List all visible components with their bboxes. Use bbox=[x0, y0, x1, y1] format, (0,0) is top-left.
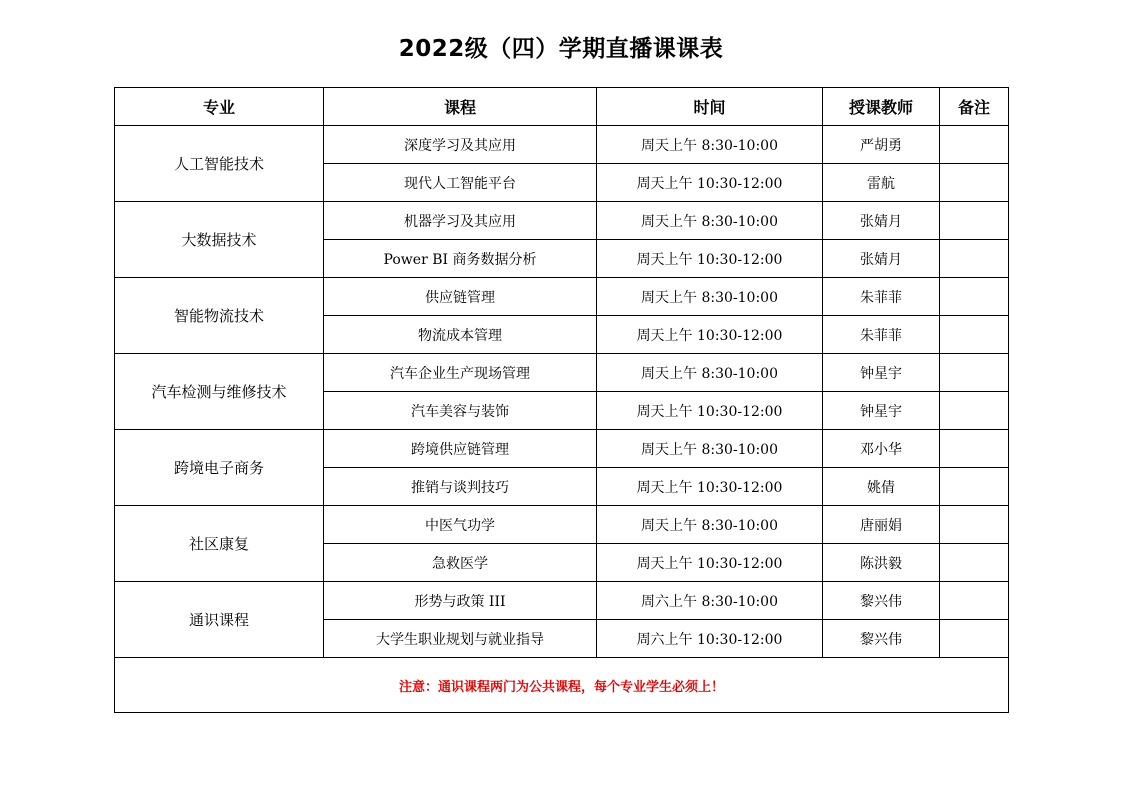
remark-cell bbox=[940, 316, 1009, 354]
course-cell: 机器学习及其应用 bbox=[324, 202, 597, 240]
time-cell: 周天上午 8:30-10:00 bbox=[597, 430, 823, 468]
time-cell: 周六上午 8:30-10:00 bbox=[597, 582, 823, 620]
table-header-row bbox=[115, 88, 1009, 126]
table-row bbox=[115, 354, 1009, 392]
teacher-cell: 唐丽娟 bbox=[823, 506, 940, 544]
remark-cell bbox=[940, 468, 1009, 506]
header-remark: 备注 bbox=[940, 88, 1009, 126]
remark-cell bbox=[940, 164, 1009, 202]
time-cell: 周天上午 10:30-12:00 bbox=[597, 544, 823, 582]
course-cell: 供应链管理 bbox=[324, 278, 597, 316]
time-cell: 周六上午 10:30-12:00 bbox=[597, 620, 823, 658]
remark-cell bbox=[940, 544, 1009, 582]
course-cell: 深度学习及其应用 bbox=[324, 126, 597, 164]
time-cell: 周天上午 8:30-10:00 bbox=[597, 506, 823, 544]
major-cell: 智能物流技术 bbox=[115, 278, 324, 354]
course-cell: 大学生职业规划与就业指导 bbox=[324, 620, 597, 658]
time-cell: 周天上午 10:30-12:00 bbox=[597, 392, 823, 430]
course-cell: 推销与谈判技巧 bbox=[324, 468, 597, 506]
teacher-cell: 黎兴伟 bbox=[823, 582, 940, 620]
remark-cell bbox=[940, 392, 1009, 430]
teacher-cell: 朱菲菲 bbox=[823, 316, 940, 354]
time-cell: 周天上午 10:30-12:00 bbox=[597, 468, 823, 506]
table-row bbox=[115, 582, 1009, 620]
page-title: 2022级（四）学期直播课课表 bbox=[398, 36, 724, 62]
teacher-cell: 严胡勇 bbox=[823, 126, 940, 164]
course-cell: 形势与政策 III bbox=[324, 582, 597, 620]
course-cell: Power BI 商务数据分析 bbox=[324, 240, 597, 278]
footnote-row bbox=[115, 658, 1009, 713]
teacher-cell: 钟星宇 bbox=[823, 392, 940, 430]
header-time: 时间 bbox=[597, 88, 823, 126]
course-cell: 中医气功学 bbox=[324, 506, 597, 544]
teacher-cell: 邓小华 bbox=[823, 430, 940, 468]
table-row bbox=[115, 278, 1009, 316]
course-cell: 跨境供应链管理 bbox=[324, 430, 597, 468]
teacher-cell: 黎兴伟 bbox=[823, 620, 940, 658]
teacher-cell: 钟星宇 bbox=[823, 354, 940, 392]
teacher-cell: 张婧月 bbox=[823, 240, 940, 278]
course-cell: 现代人工智能平台 bbox=[324, 164, 597, 202]
time-cell: 周天上午 10:30-12:00 bbox=[597, 164, 823, 202]
time-cell: 周天上午 8:30-10:00 bbox=[597, 202, 823, 240]
remark-cell bbox=[940, 430, 1009, 468]
major-cell: 通识课程 bbox=[115, 582, 324, 658]
teacher-cell: 姚倩 bbox=[823, 468, 940, 506]
time-cell: 周天上午 10:30-12:00 bbox=[597, 316, 823, 354]
teacher-cell: 陈洪毅 bbox=[823, 544, 940, 582]
footnote: 注意：通识课程两门为公共课程，每个专业学生必须上！ bbox=[115, 658, 1009, 713]
time-cell: 周天上午 8:30-10:00 bbox=[597, 126, 823, 164]
remark-cell bbox=[940, 278, 1009, 316]
course-cell: 汽车企业生产现场管理 bbox=[324, 354, 597, 392]
course-cell: 物流成本管理 bbox=[324, 316, 597, 354]
course-cell: 汽车美容与装饰 bbox=[324, 392, 597, 430]
remark-cell bbox=[940, 240, 1009, 278]
header-teacher: 授课教师 bbox=[823, 88, 940, 126]
major-cell: 大数据技术 bbox=[115, 202, 324, 278]
time-cell: 周天上午 10:30-12:00 bbox=[597, 240, 823, 278]
table-row bbox=[115, 430, 1009, 468]
remark-cell bbox=[940, 506, 1009, 544]
course-cell: 急救医学 bbox=[324, 544, 597, 582]
remark-cell bbox=[940, 354, 1009, 392]
table-row bbox=[115, 506, 1009, 544]
remark-cell bbox=[940, 202, 1009, 240]
header-major: 专业 bbox=[115, 88, 324, 126]
table-row bbox=[115, 126, 1009, 164]
time-cell: 周天上午 8:30-10:00 bbox=[597, 278, 823, 316]
table-row bbox=[115, 202, 1009, 240]
remark-cell bbox=[940, 620, 1009, 658]
remark-cell bbox=[940, 582, 1009, 620]
teacher-cell: 张婧月 bbox=[823, 202, 940, 240]
major-cell: 人工智能技术 bbox=[115, 126, 324, 202]
header-course: 课程 bbox=[324, 88, 597, 126]
teacher-cell: 朱菲菲 bbox=[823, 278, 940, 316]
schedule-table bbox=[114, 87, 1009, 713]
major-cell: 社区康复 bbox=[115, 506, 324, 582]
time-cell: 周天上午 8:30-10:00 bbox=[597, 354, 823, 392]
teacher-cell: 雷航 bbox=[823, 164, 940, 202]
remark-cell bbox=[940, 126, 1009, 164]
major-cell: 跨境电子商务 bbox=[115, 430, 324, 506]
major-cell: 汽车检测与维修技术 bbox=[115, 354, 324, 430]
